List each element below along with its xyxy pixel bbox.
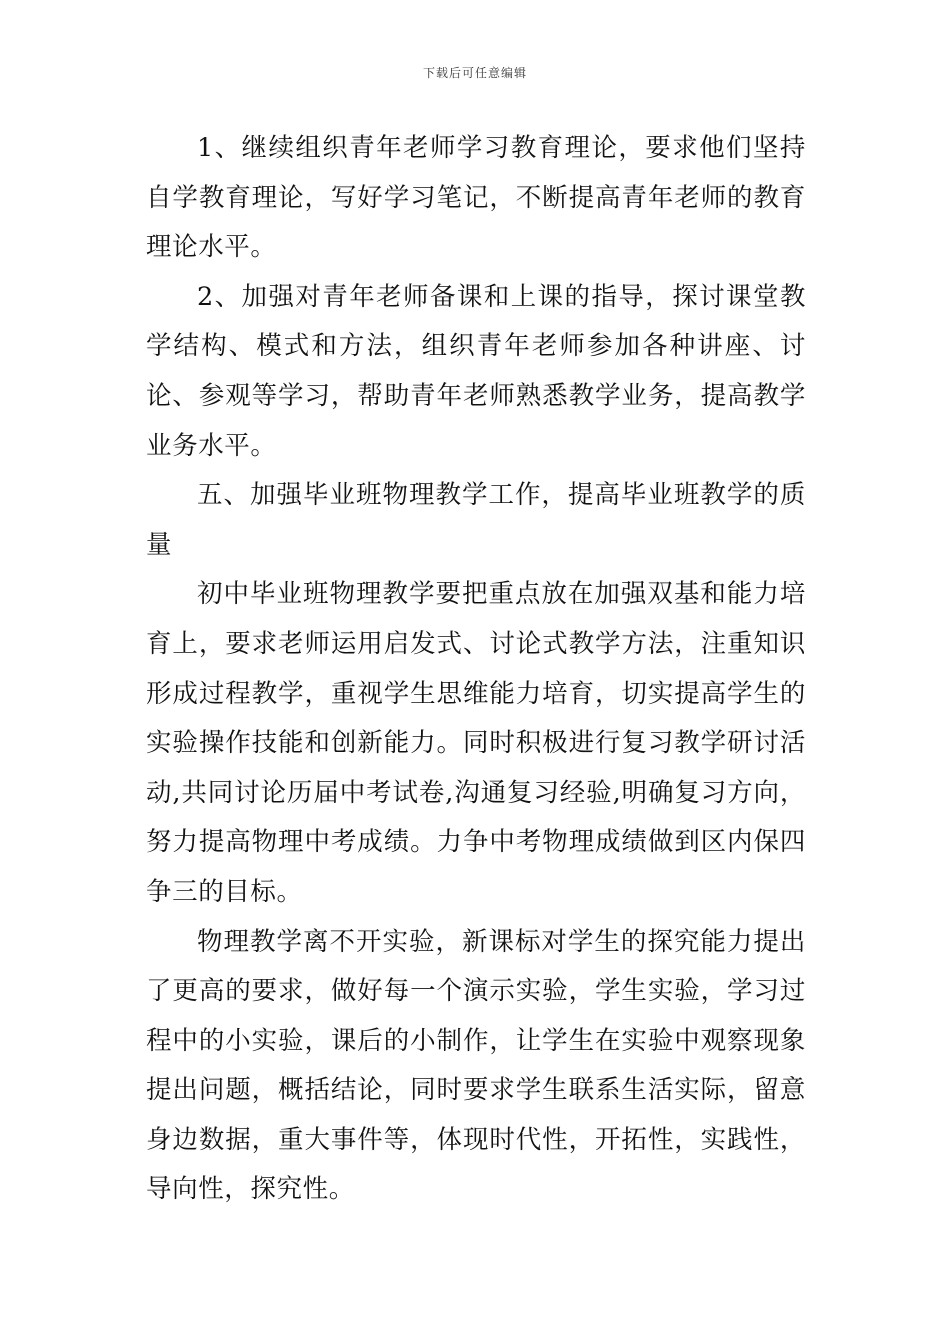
paragraph-graduating-class: 初中毕业班物理教学要把重点放在加强双基和能力培育上，要求老师运用启发式、讨论式教学方法，注重知识形成过程教学，重视学生思维能力培育，切实提高学生的实验操作技能和创新能力。同时积极进行复习教学研讨活动,共同讨论历届中考试卷,沟通复习经验,明确复习方向，努力提高物理中考成绩。力争中考物理成绩做到区内保四争三的目标。 [146, 579, 806, 907]
document-body [146, 124, 806, 1215]
paragraph-item-2: 2、加强对青年老师备课和上课的指导，探讨课堂教学结构、模式和方法，组织青年老师参加各种讲座、讨论、参观等学习，帮助青年老师熟悉教学业务，提高教学业务水平。 [146, 281, 806, 461]
paragraph-experiments: 物理教学离不开实验，新课标对学生的探究能力提出了更高的要求，做好每一个演示实验，学生实验，学习过程中的小实验，课后的小制作，让学生在实验中观察现象提出问题，概括结论，同时要求学生联系生活实际，留意身边数据，重大事件等，体现时代性，开拓性，实践性，导向性，探究性。 [146, 926, 806, 1205]
section-heading: 五、加强毕业班物理教学工作，提高毕业班教学的质量 [146, 480, 806, 560]
header-note: 下载后可任意编辑 [422, 66, 527, 80]
paragraph-item-1: 1、继续组织青年老师学习教育理论，要求他们坚持自学教育理论，写好学习笔记，不断提高青年老师的教育理论水平。 [146, 133, 806, 263]
